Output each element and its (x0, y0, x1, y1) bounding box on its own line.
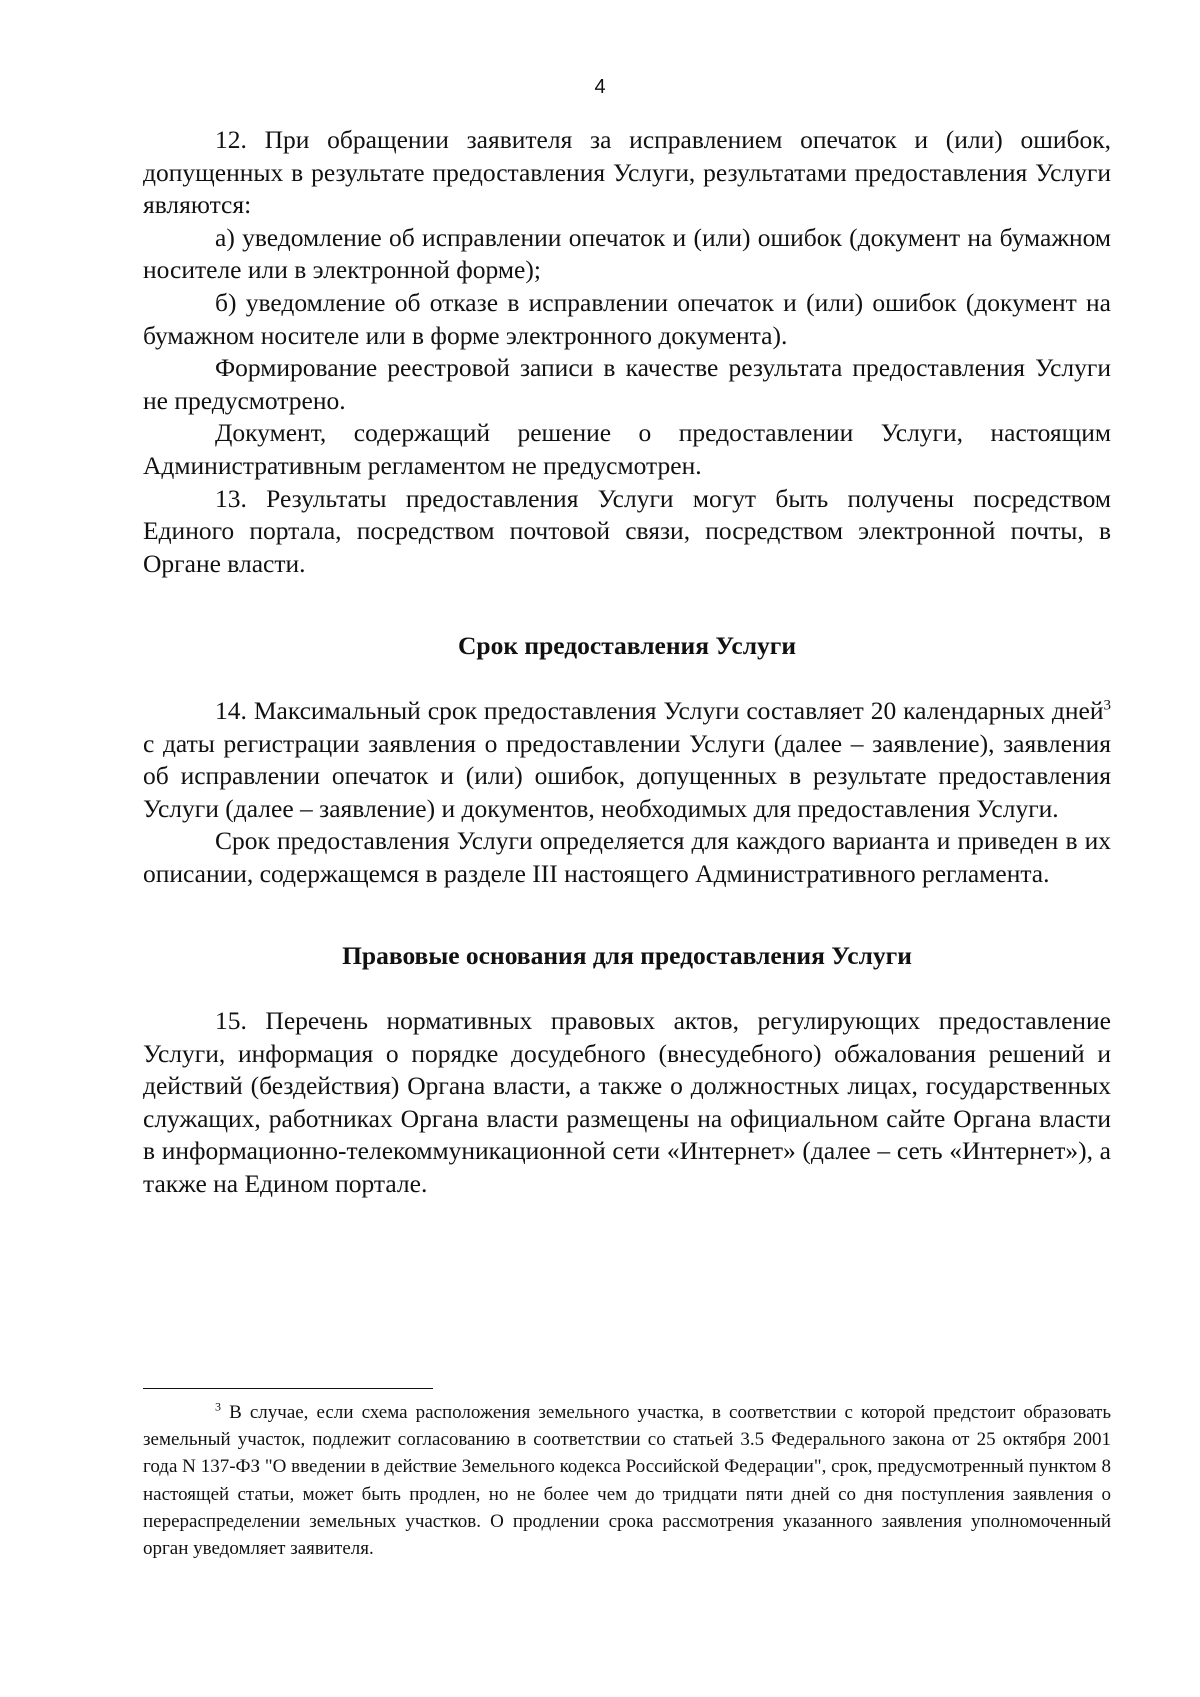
page-number: 4 (594, 76, 606, 98)
footnote-separator (143, 1388, 433, 1389)
paragraph-12b: б) уведомление об отказе в исправлении опечаток и (или) ошибок (документ на бумажном носителе или в форме электронного документа). (143, 287, 1111, 350)
paragraph-15: 15. Перечень нормативных правовых актов, регулирующих предоставление Услуги, информация о порядке досудебного (внесудебного) обжалования решений и действий (бездействия) Органа власти, а также о должностных лицах, государственных служащих, работниках Органа власти размещены на официальном сайте Органа власти в информационно-телекоммуникационной сети «Интернет» (далее – сеть «Интернет»), а также на Едином портале. (143, 1006, 1111, 1199)
paragraph-12a: а) уведомление об исправлении опечаток и (или) ошибок (документ на бумажном носителе или в электронной форме); (143, 222, 1111, 285)
paragraph-decision-document: Документ, содержащий решение о предоставлении Услуги, настоящим Административным регламентом не предусмотрен. (143, 418, 1111, 480)
paragraph-13: 13. Результаты предоставления Услуги могут быть получены посредством Единого портала, посредством почтовой связи, посредством электронной почты, в Органе власти. (143, 483, 1111, 578)
paragraph-14 (143, 695, 1111, 825)
footnote-mark: 3 (215, 1399, 221, 1414)
paragraph-14-start: 14. Максимальный срок предоставления Услуги составляет 20 календарных дней (215, 695, 1104, 725)
paragraph-registry-record: Формирование реестровой записи в качестве результата предоставления Услуги не предусмотрено. (143, 353, 1111, 415)
paragraph-12: 12. При обращении заявителя за исправлением опечаток и (или) ошибок, допущенных в результате предоставления Услуги, результатами предоставления Услуги являются: (143, 125, 1111, 220)
paragraph-14-term-variants: Срок предоставления Услуги определяется для каждого варианта и приведен в их описании, содержащемся в разделе III настоящего Административного регламента. (143, 826, 1111, 888)
document-body (143, 124, 1111, 1201)
footnote-text: В случае, если схема расположения земельного участка, в соответствии с которой предстоит образовать земельный участок, подлежит согласованию в соответствии со статьей 3.5 Федерального закона от 25 октября 2001 года N 137-ФЗ "О введении в действие Земельного кодекса Российской Федерации", срок, предусмотренный пунктом 8 настоящей статьи, может быть продлен, но не более чем до тридцати пяти дней со дня поступления заявления о перераспределении земельных участков. О продлении срока рассмотрения указанного заявления уполномоченный орган уведомляет заявителя. (143, 1402, 1111, 1560)
section-heading-term: Срок предоставления Услуги (457, 631, 797, 661)
footnote-3 (143, 1399, 1111, 1562)
footnote-reference[interactable]: 3 (1103, 697, 1111, 714)
paragraph-14-end: с даты регистрации заявления о предоставлении Услуги (далее – заявление), заявления об исправлении опечаток и (или) ошибок, допущенных в результате предоставления Услуги (далее – заявление) и документов, необходимых для предоставления Услуги. (143, 728, 1111, 823)
section-heading-legal-basis: Правовые основания для предоставления Услуги (342, 941, 912, 971)
